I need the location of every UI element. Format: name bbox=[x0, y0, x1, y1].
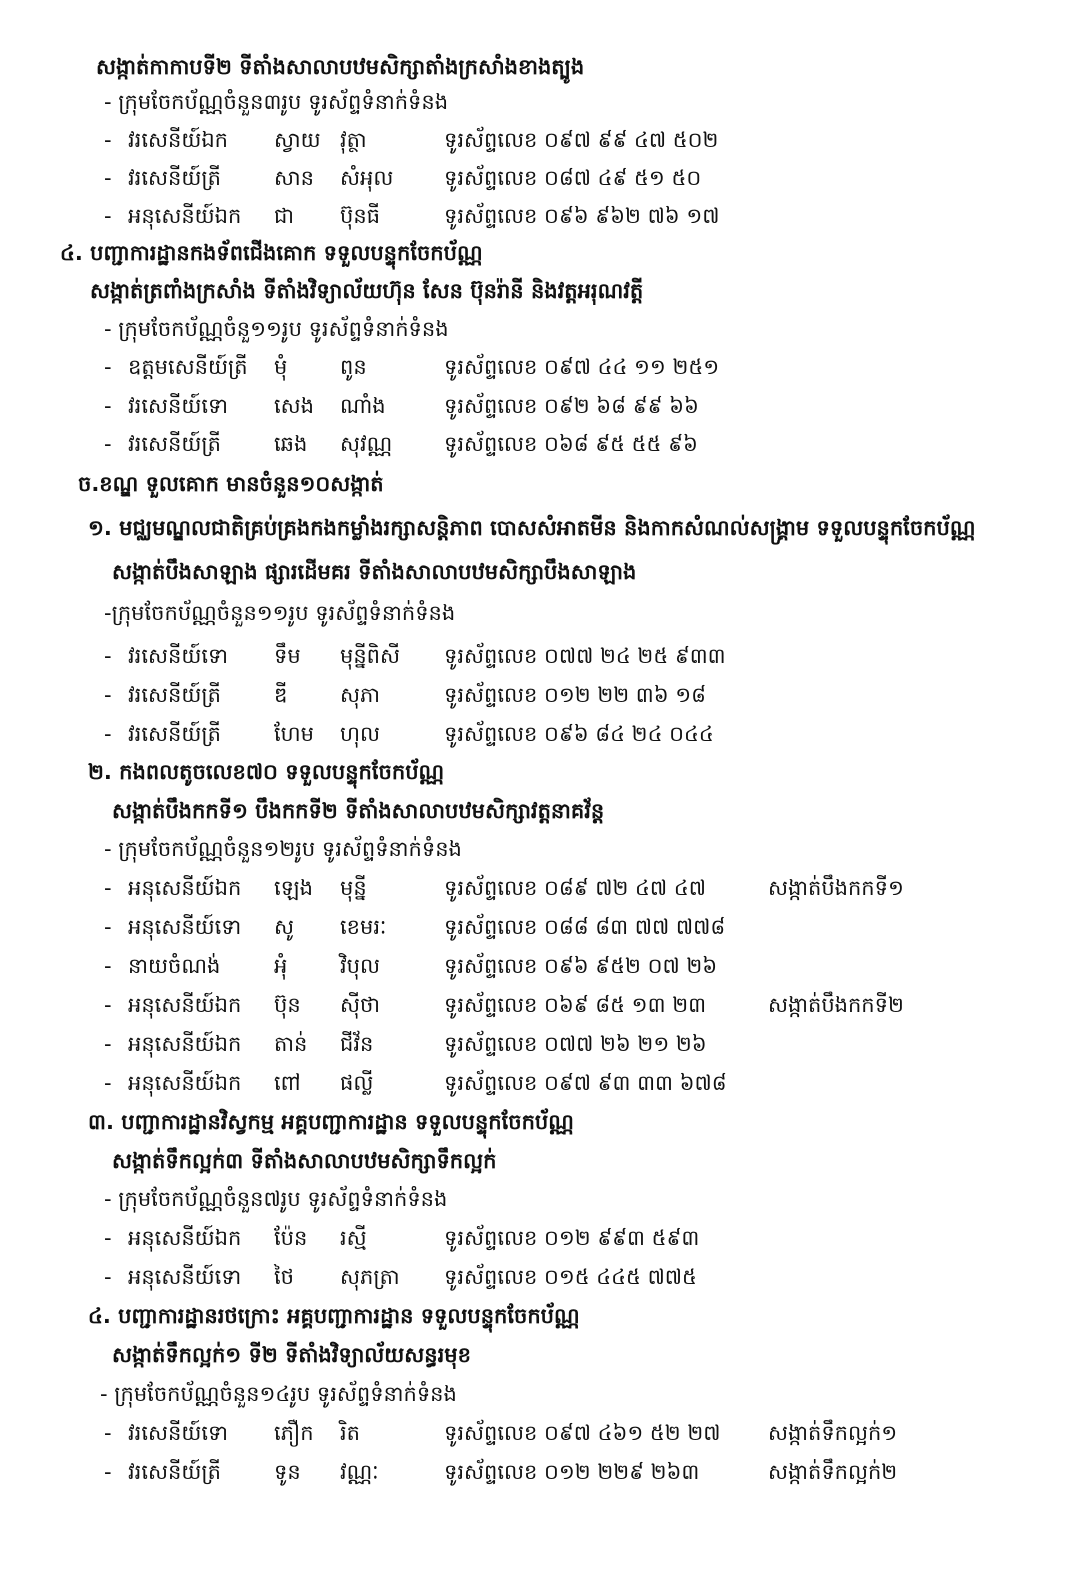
member-dash: - bbox=[104, 876, 112, 900]
member-phone: ទូរស័ព្ទលេខ ០៩២ ៦៨ ៩៩ ៦៦ bbox=[444, 394, 699, 418]
member-rank: នាយចំណង់ bbox=[128, 954, 221, 978]
member-phone: ទូរស័ព្ទលេខ ០៩៦ ៩៥២ ០៧ ២៦ bbox=[444, 954, 718, 978]
member-family-name: ជា bbox=[274, 204, 294, 228]
member-given-name: រិត bbox=[340, 1421, 360, 1445]
member-family-name: តាន់ bbox=[274, 1032, 308, 1056]
member-rank: អនុសេនីយ៍ទោ bbox=[128, 1265, 242, 1289]
team-note: - ក្រុមចែកប័ណ្ណចំនួន៧រូប ទូរស័ព្ទទំនាក់ទំនង bbox=[104, 1187, 448, 1211]
team-note: -ក្រុមចែកប័ណ្ណចំនួន១១រូប ទូរស័ព្ទទំនាក់ទំនង bbox=[104, 601, 456, 625]
member-given-name: សុភត្រា bbox=[340, 1265, 400, 1289]
member-phone: ទូរស័ព្ទលេខ ០៨៨ ៨៣ ៧៧ ៧៧៨ bbox=[444, 915, 726, 939]
member-dash: - bbox=[104, 1421, 112, 1445]
member-given-name: វណ្ណៈ bbox=[340, 1460, 379, 1484]
member-rank: អនុសេនីយ៍ឯក bbox=[128, 993, 242, 1017]
member-family-name: ប៉ែន bbox=[274, 1226, 308, 1250]
member-given-name: ខេមរៈ bbox=[340, 915, 387, 939]
section-heading: សង្កាត់ត្រពាំងក្រសាំង ទីតាំងវិទ្យាល័យហ៊ុន សែន ប៊ុនរ៉ានី និងវត្តអរុណវត្តី bbox=[90, 279, 644, 303]
team-note: - ក្រុមចែកប័ណ្ណចំនួន១៤រូប ទូរស័ព្ទទំនាក់ទំនង bbox=[100, 1382, 457, 1406]
member-dash: - bbox=[104, 1071, 112, 1095]
section-heading: សង្កាត់កាកាបទី២ ទីតាំងសាលាបឋមសិក្សាតាំងក្រសាំងខាងត្បូង bbox=[96, 55, 585, 79]
member-phone: ទូរស័ព្ទលេខ ០៧៧ ២៤ ២៥ ៩៣៣ bbox=[444, 644, 726, 668]
member-given-name: សុវណ្ណ bbox=[340, 432, 393, 456]
member-phone: ទូរស័ព្ទលេខ ០១៥ ៤៤៥ ៧៧៥ bbox=[444, 1265, 697, 1289]
member-rank: អនុសេនីយ៍ឯក bbox=[128, 876, 242, 900]
member-family-name: ឆេង bbox=[274, 432, 308, 456]
section-heading: ច.ខណ្ឌ ទួលគោក មានចំនួន១០សង្កាត់ bbox=[78, 472, 384, 496]
section-heading: ១. មជ្ឈមណ្ឌលជាតិគ្រប់គ្រងកងកម្លាំងរក្សាសន្តិភាព បោសសំអាតមីន និងកាកសំណល់សង្គ្រាម ទទួលបន្ទុកចែកប័ណ្ណ bbox=[88, 516, 976, 540]
member-rank: វរសេនីយ៍ត្រី bbox=[128, 432, 221, 456]
member-commune-note: សង្កាត់បឹងកកទី១ bbox=[768, 876, 904, 900]
team-note: - ក្រុមចែកប័ណ្ណចំនួន១២រូប ទូរស័ព្ទទំនាក់ទំនង bbox=[104, 837, 462, 861]
member-rank: អនុសេនីយ៍ឯក bbox=[128, 1226, 242, 1250]
member-family-name: ភឿក bbox=[274, 1421, 314, 1445]
member-family-name: ទូន bbox=[274, 1460, 301, 1484]
member-given-name: មុន្នីពិសី bbox=[340, 644, 400, 668]
member-rank: វរសេនីយ៍ទោ bbox=[128, 1421, 228, 1445]
section-heading: ៣. បញ្ជាការដ្ឋានវិស្វកម្ម អគ្គបញ្ជាការដ្ឋាន ទទួលបន្ទុកចែកប័ណ្ណ bbox=[88, 1110, 574, 1134]
member-rank: វរសេនីយ៍ត្រី bbox=[128, 722, 221, 746]
member-given-name: វុត្ថា bbox=[340, 128, 367, 152]
member-phone: ទូរស័ព្ទលេខ ០៩៧ ៤៤ ១១ ២៥១ bbox=[444, 355, 720, 379]
member-rank: វរសេនីយ៍ត្រី bbox=[128, 166, 221, 190]
member-dash: - bbox=[104, 394, 112, 418]
section-heading: ២. កងពលតូចលេខ៧០ ទទួលបន្ទុកចែកប័ណ្ណ bbox=[88, 760, 445, 784]
member-dash: - bbox=[104, 1226, 112, 1250]
member-family-name: ទឹម bbox=[274, 644, 301, 668]
section-heading: ៤. បញ្ជាការដ្ឋានរថក្រោះ អគ្គបញ្ជាការដ្ឋាន ទទួលបន្ទុកចែកប័ណ្ណ bbox=[88, 1304, 580, 1328]
member-row bbox=[104, 873, 1069, 903]
team-note: - ក្រុមចែកប័ណ្ណចំនួន៣រូប ទូរស័ព្ទទំនាក់ទំនង bbox=[104, 90, 449, 114]
member-row bbox=[104, 1029, 1069, 1059]
member-given-name: ហុល bbox=[340, 722, 380, 746]
member-family-name: ឡេង bbox=[274, 876, 313, 900]
member-family-name: មុំ bbox=[274, 355, 288, 379]
member-row bbox=[104, 990, 1069, 1020]
member-row bbox=[104, 719, 1069, 749]
member-dash: - bbox=[104, 1460, 112, 1484]
member-row bbox=[104, 352, 1069, 382]
member-rank: អនុសេនីយ៍ឯក bbox=[128, 1032, 242, 1056]
member-phone: ទូរស័ព្ទលេខ ០១២ ២២ ៣៦ ១៨ bbox=[444, 683, 707, 707]
member-dash: - bbox=[104, 954, 112, 978]
member-given-name: សំអុល bbox=[340, 166, 394, 190]
member-family-name: អុំ bbox=[274, 954, 288, 978]
member-family-name: ពៅ bbox=[274, 1071, 301, 1095]
member-dash: - bbox=[104, 722, 112, 746]
member-commune-note: សង្កាត់បឹងកកទី២ bbox=[768, 993, 904, 1017]
member-given-name: វិបុល bbox=[340, 954, 380, 978]
member-phone: ទូរស័ព្ទលេខ ០៩៦ ៩៦២ ៧៦ ១៧ bbox=[444, 204, 720, 228]
member-dash: - bbox=[104, 355, 112, 379]
member-dash: - bbox=[104, 128, 112, 152]
member-dash: - bbox=[104, 915, 112, 939]
member-phone: ទូរស័ព្ទលេខ ០៨៧ ៤៩ ៥១ ៥០ bbox=[444, 166, 702, 190]
member-given-name: ស៊ីថា bbox=[340, 993, 380, 1017]
member-rank: វរសេនីយ៍ត្រី bbox=[128, 683, 221, 707]
member-phone: ទូរស័ព្ទលេខ ០៨៩ ៧២ ៤៧ ៤៧ bbox=[444, 876, 706, 900]
member-row bbox=[104, 951, 1069, 981]
member-dash: - bbox=[104, 166, 112, 190]
member-family-name: ឌី bbox=[274, 683, 288, 707]
member-row bbox=[104, 1223, 1069, 1253]
member-rank: អនុសេនីយ៍ទោ bbox=[128, 915, 242, 939]
member-dash: - bbox=[104, 432, 112, 456]
member-phone: ទូរស័ព្ទលេខ ០៦៨ ៩៥ ៥៥ ៩៦ bbox=[444, 432, 698, 456]
member-row bbox=[104, 1068, 1069, 1098]
member-phone: ទូរស័ព្ទលេខ ០១២ ២២៩ ២៦៣ bbox=[444, 1460, 700, 1484]
member-row bbox=[104, 163, 1069, 193]
member-rank: អនុសេនីយ៍ឯក bbox=[128, 1071, 242, 1095]
member-given-name: ពូន bbox=[340, 355, 367, 379]
member-row bbox=[104, 1418, 1069, 1448]
member-given-name: ប៊ុនធី bbox=[340, 204, 380, 228]
member-family-name: ប៊ុន bbox=[274, 993, 301, 1017]
member-row bbox=[104, 680, 1069, 710]
team-note: - ក្រុមចែកប័ណ្ណចំនួ១១រូប ទូរស័ព្ទទំនាក់ទំនង bbox=[104, 317, 449, 341]
member-rank: វរសេនីយ៍ឯក bbox=[128, 128, 228, 152]
member-row bbox=[104, 125, 1069, 155]
member-row bbox=[104, 429, 1069, 459]
member-phone: ទូរស័ព្ទលេខ ០៧៧ ២៦ ២១ ២៦ bbox=[444, 1032, 707, 1056]
member-row bbox=[104, 391, 1069, 421]
member-commune-note: សង្កាត់ទឹកល្អក់១ bbox=[768, 1421, 898, 1445]
member-family-name: ថៃ bbox=[274, 1265, 294, 1289]
member-commune-note: សង្កាត់ទឹកល្អក់២ bbox=[768, 1460, 898, 1484]
member-rank: ឧត្តមសេនីយ៍ត្រី bbox=[128, 355, 248, 379]
member-dash: - bbox=[104, 993, 112, 1017]
member-given-name: ណាំង bbox=[340, 394, 386, 418]
member-given-name: មុន្នី bbox=[340, 876, 367, 900]
member-family-name: ស្វាយ bbox=[274, 128, 321, 152]
member-phone: ទូរស័ព្ទលេខ ០៩៧ ៩៣ ៣៣ ៦៧៨ bbox=[444, 1071, 727, 1095]
member-dash: - bbox=[104, 1032, 112, 1056]
member-family-name: សាន bbox=[274, 166, 314, 190]
member-dash: - bbox=[104, 683, 112, 707]
member-family-name: សូ bbox=[274, 915, 294, 939]
member-row bbox=[104, 1457, 1069, 1487]
member-family-name: សេង bbox=[274, 394, 314, 418]
member-given-name: ជីវ័ន bbox=[340, 1032, 374, 1056]
member-row bbox=[104, 1262, 1069, 1292]
member-row bbox=[104, 912, 1069, 942]
member-rank: វរសេនីយ៍ទោ bbox=[128, 644, 228, 668]
section-heading: សង្កាត់ទឹកល្អក់១ ទី២ ទីតាំងវិទ្យាល័យសន្ធរមុខ bbox=[112, 1343, 471, 1367]
member-family-name: ហែម bbox=[274, 722, 314, 746]
member-phone: ទូរស័ព្ទលេខ ០៩៧ ៩៩ ៤៧ ៥០២ bbox=[444, 128, 719, 152]
member-given-name: រស្មី bbox=[340, 1226, 367, 1250]
member-given-name: សុភា bbox=[340, 683, 380, 707]
member-dash: - bbox=[104, 644, 112, 668]
member-phone: ទូរស័ព្ទលេខ ០៩៦ ៨៤ ២៤ ០៤៤ bbox=[444, 722, 714, 746]
member-dash: - bbox=[104, 1265, 112, 1289]
member-phone: ទូរស័ព្ទលេខ ០៦៩ ៨៥ ១៣ ២៣ bbox=[444, 993, 707, 1017]
section-heading: សង្កាត់បឹងកកទី១ បឹងកកទី២ ទីតាំងសាលាបឋមសិក្សាវត្តនាគវ័ន្ត bbox=[112, 799, 605, 823]
member-phone: ទូរស័ព្ទលេខ ០៩៧ ៤៦១ ៥២ ២៧ bbox=[444, 1421, 721, 1445]
member-dash: - bbox=[104, 204, 112, 228]
section-heading: សង្កាត់បឹងសាឡាង ផ្សារដើមគរ ទីតាំងសាលាបឋមសិក្សាបឹងសាឡាង bbox=[112, 560, 637, 584]
section-heading: សង្កាត់ទឹកល្អក់៣ ទីតាំងសាលាបឋមសិក្សាទឹកល្អក់ bbox=[112, 1149, 497, 1173]
member-rank: វរសេនីយ៍ទោ bbox=[128, 394, 228, 418]
member-row bbox=[104, 641, 1069, 671]
member-phone: ទូរស័ព្ទលេខ ០១២ ៩៩៣ ៥៩៣ bbox=[444, 1226, 700, 1250]
member-row bbox=[104, 201, 1069, 231]
section-heading: ៤. បញ្ជាការដ្ឋានកងទ័ពជើងគោក ទទួលបន្ទុកចែកប័ណ្ណ bbox=[60, 241, 483, 265]
member-given-name: ផល្លី bbox=[340, 1071, 374, 1095]
member-rank: អនុសេនីយ៍ឯក bbox=[128, 204, 242, 228]
member-rank: វរសេនីយ៍ត្រី bbox=[128, 1460, 221, 1484]
